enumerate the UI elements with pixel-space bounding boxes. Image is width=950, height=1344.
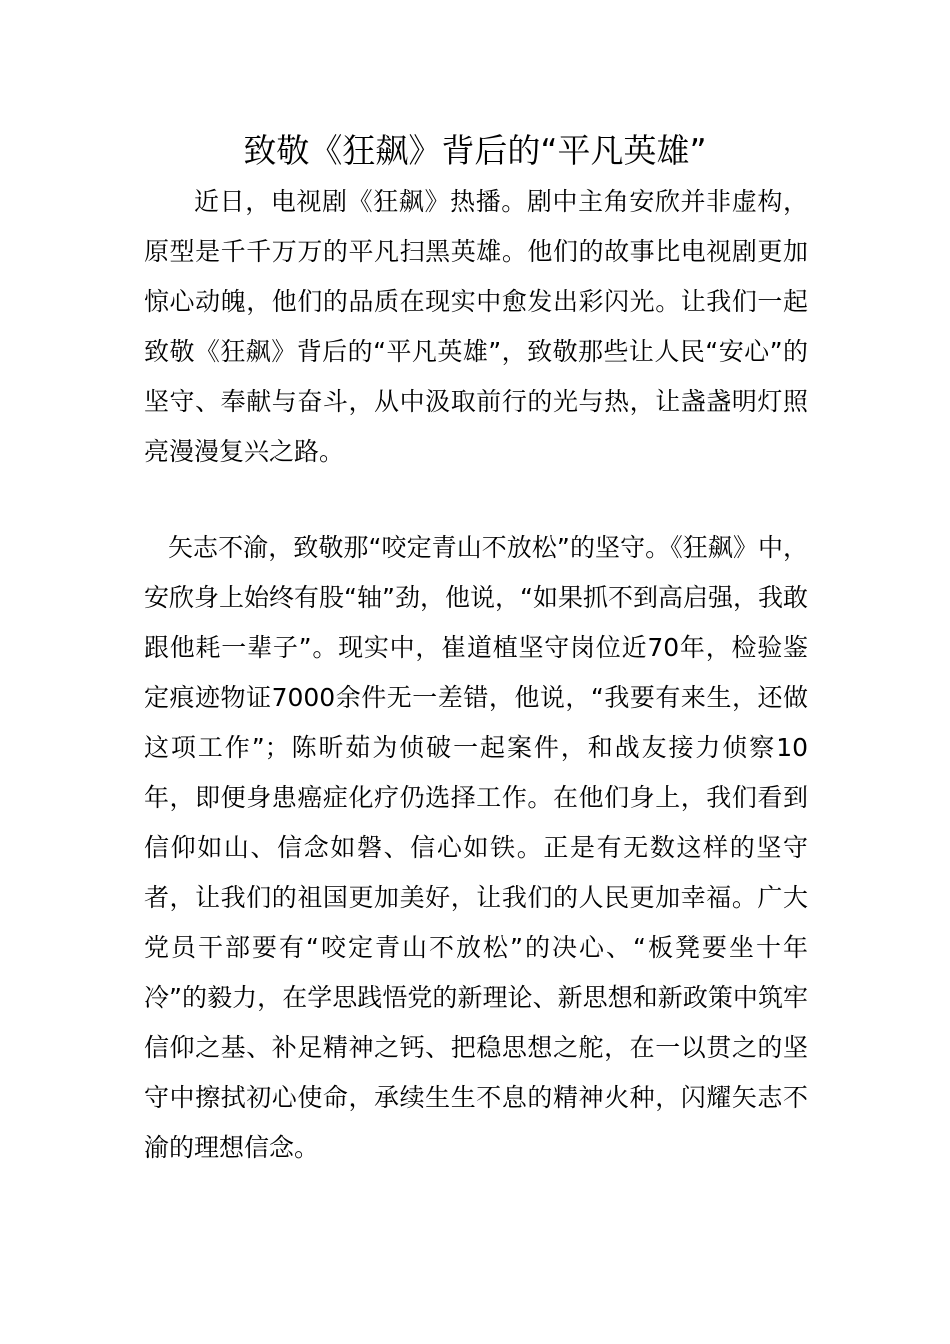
document-title: 致敬《狂飙》背后的“平凡英雄” (243, 131, 707, 170)
paragraph-intro: 近日，电视剧《狂飙》热播。剧中主角安欣并非虚构，原型是千千万万的平凡扫黑英雄。他们的故事比电视剧更加惊心动魄，他们的品质在现实中愈发出彩闪光。让我们一起致敬《狂飙》背后的“平凡英雄”，致敬那些让人民“安心”的坚守、奉献与奋斗，从中汲取前行的光与热，让盏盏明灯照亮漫漫复兴之路。 (144, 187, 808, 466)
paragraph-perseverance: 矢志不渝，致敬那“咬定青山不放松”的坚守。《狂飙》中，安欣身上始终有股“轴”劲，他说，“如果抓不到高启强，我敢跟他耗一辈子”。现实中，崔道植坚守岗位近70年，检验鉴定痕迹物证7000余件无一差错，他说，“我要有来生，还做这项工作”；陈昕茹为侦破一起案件，和战友接力侦察10年，即便身患癌症化疗仍选择工作。在他们身上，我们看到信仰如山、信念如磐、信心如铁。正是有无数这样的坚守者，让我们的祖国更加美好，让我们的人民更加幸福。广大党员干部要有“咬定青山不放松”的决心、“板凳要坐十年冷”的毅力，在学思践悟党的新理论、新思想和新政策中筑牢信仰之基、补足精神之钙、把稳思想之舵，在一以贯之的坚守中擦拭初心使命，承续生生不息的精神火种，闪耀矢志不渝的理想信念。 (144, 533, 808, 1162)
